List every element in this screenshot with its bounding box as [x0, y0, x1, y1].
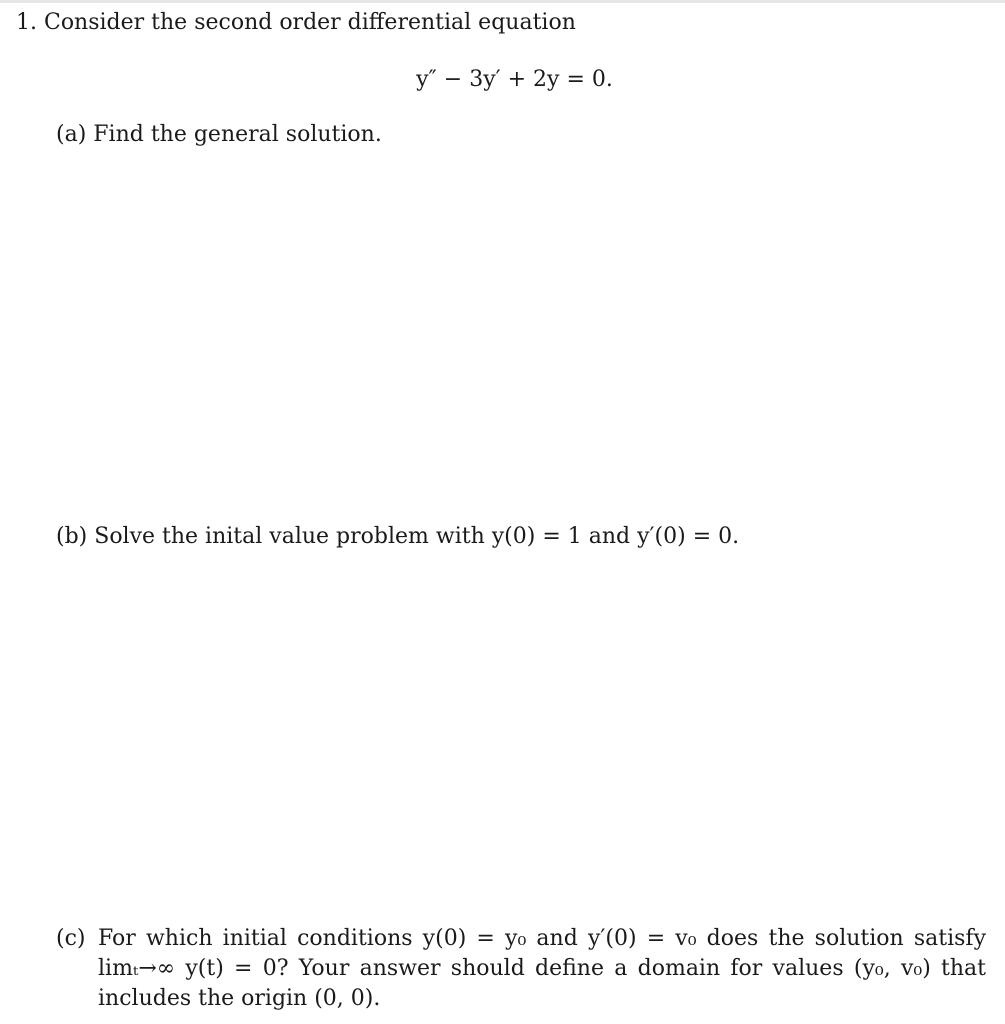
part-c-line-3: includes the origin (0, 0). — [98, 986, 381, 1011]
top-rule — [0, 0, 1005, 3]
part-c-question — [56, 924, 986, 1014]
differential-equation: y″ − 3y′ + 2y = 0. — [416, 67, 613, 92]
problem-intro: 1. Consider the second order differential equation — [16, 10, 576, 35]
part-c-line-2: limₜ→∞ y(t) = 0? Your answer should define a domain for values (y₀, v₀) that — [98, 956, 986, 981]
part-c-label: (c) — [56, 926, 86, 951]
part-c-line-1: For which initial conditions y(0) = y₀ and y′(0) = v₀ does the solution satisfy — [98, 926, 986, 951]
part-b-question: (b) Solve the inital value problem with y(0) = 1 and y′(0) = 0. — [56, 524, 740, 549]
part-a-question: (a) Find the general solution. — [56, 122, 382, 147]
part-c-body — [98, 924, 986, 1014]
